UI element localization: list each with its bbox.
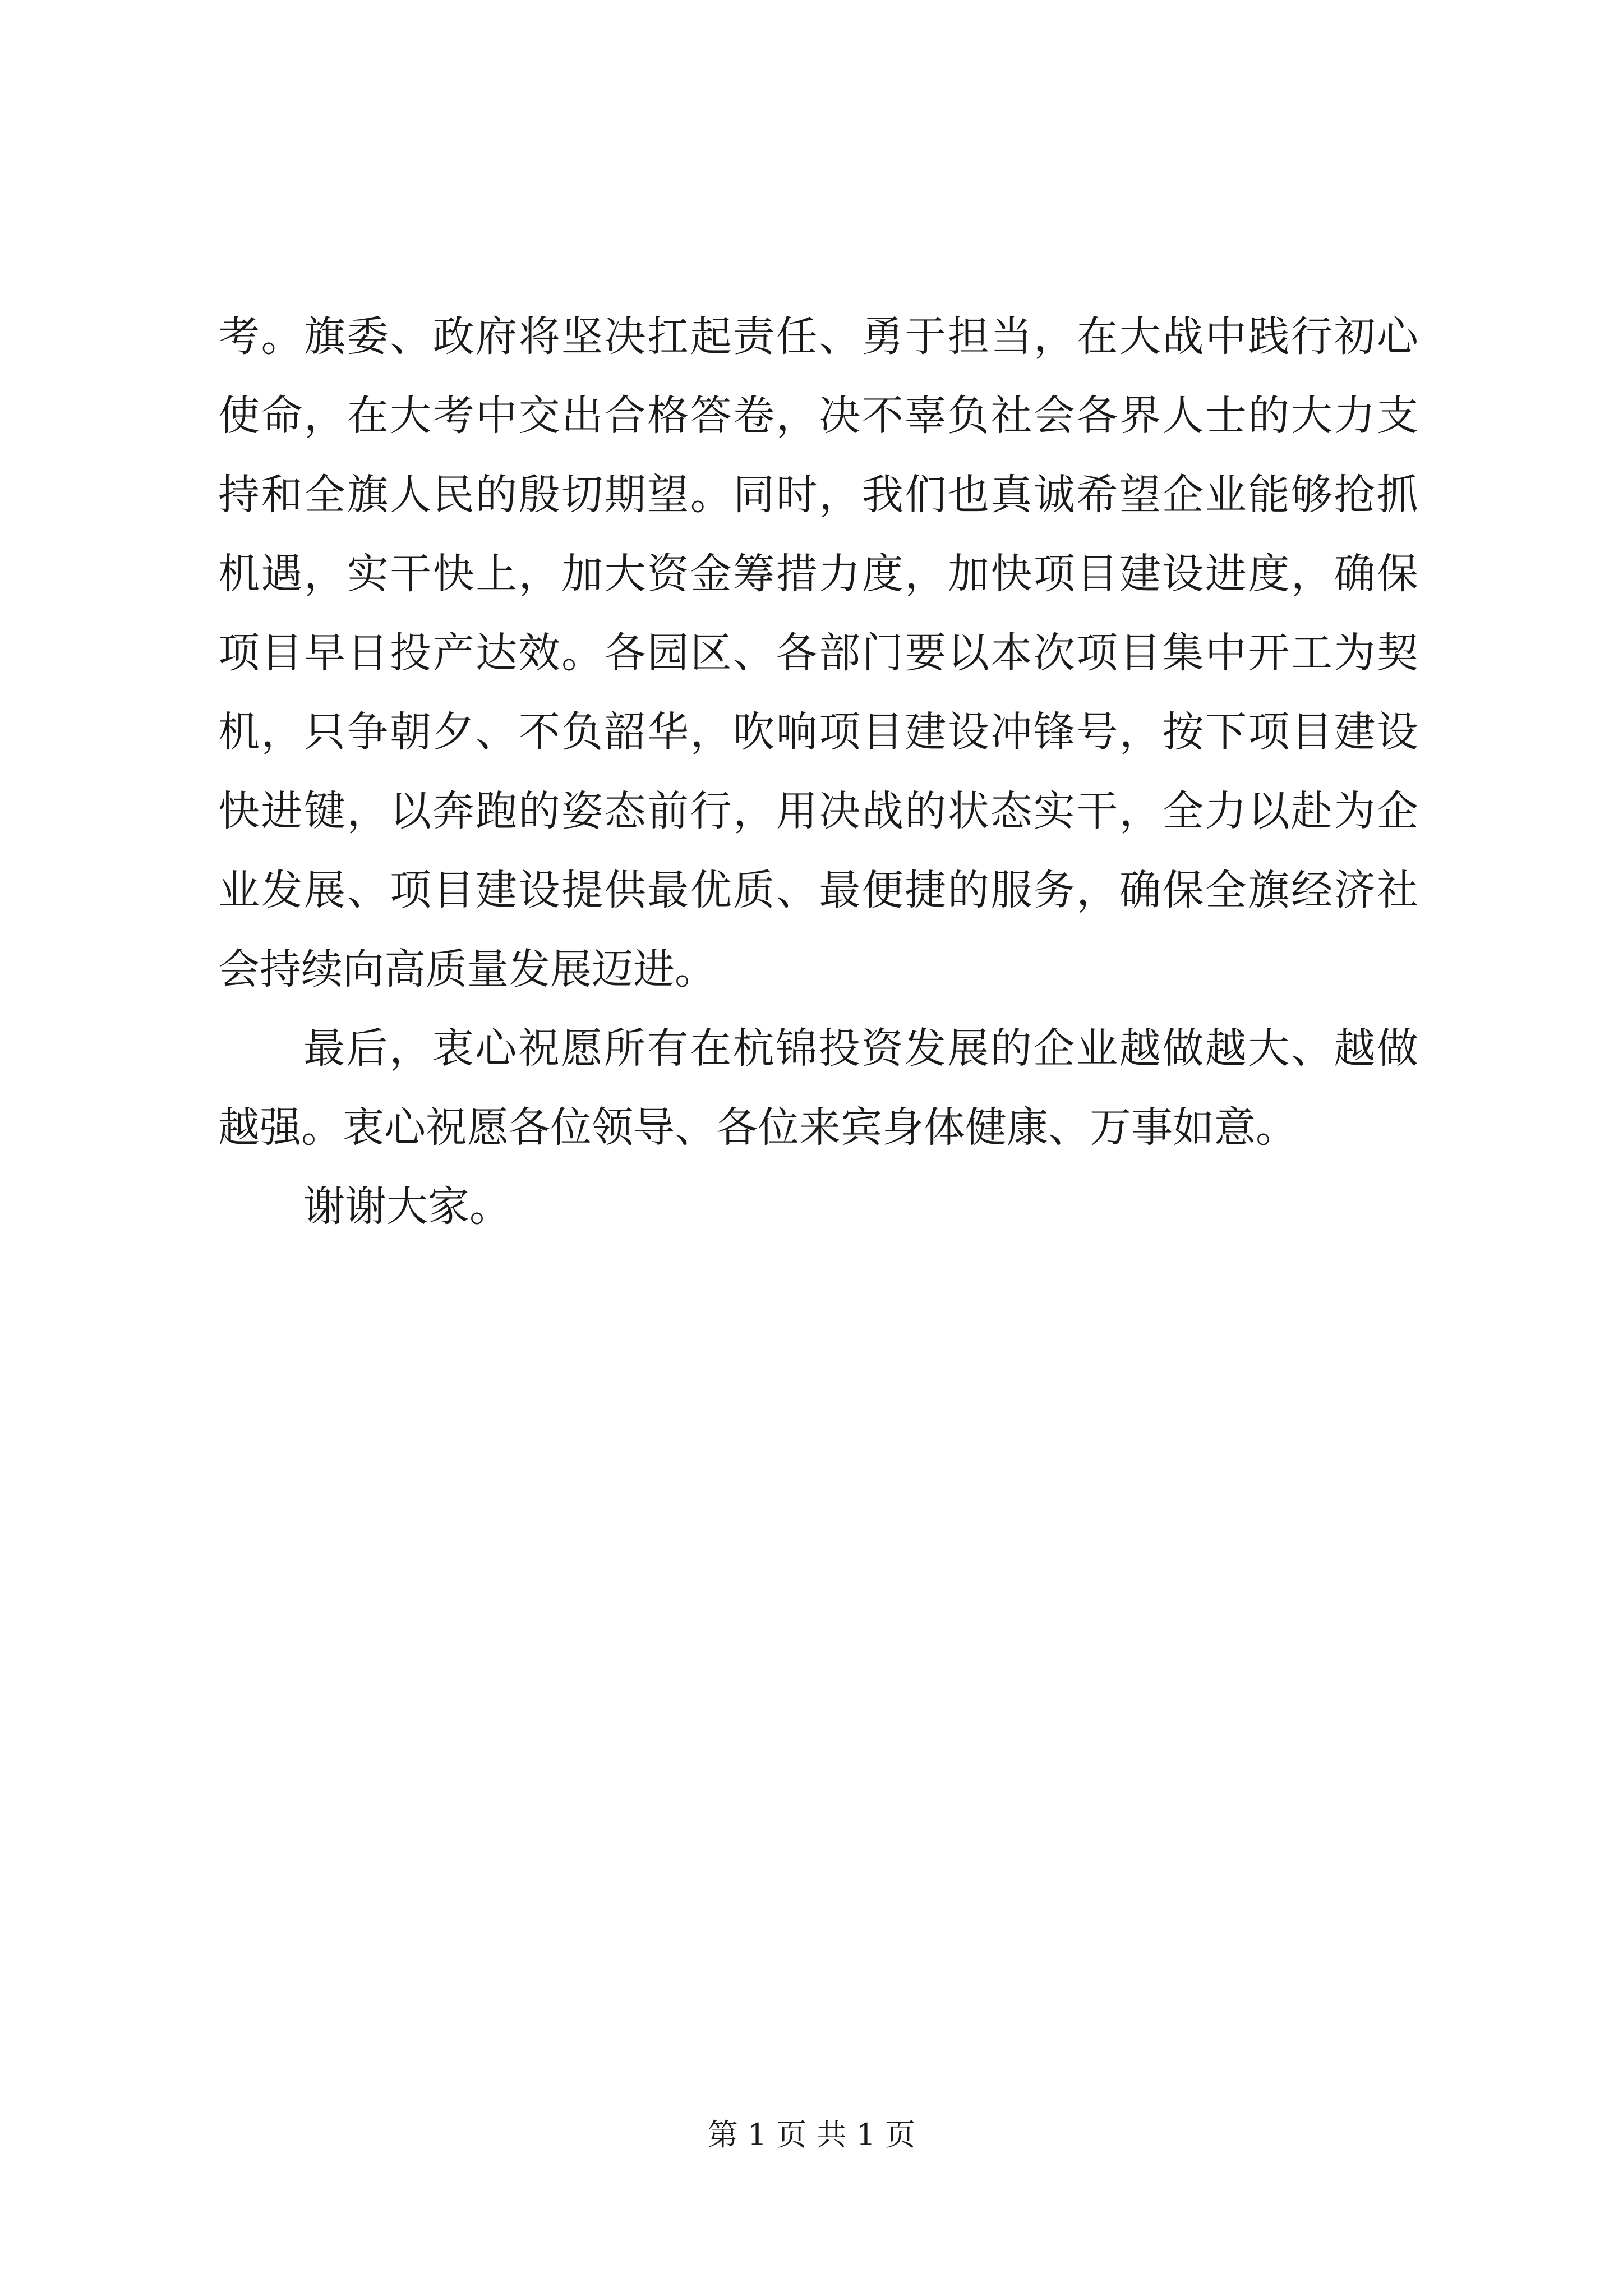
text-line: 会持续向高质量发展迈进。 xyxy=(218,945,716,993)
page-number-footer: 第 1 页 共 1 页 xyxy=(707,2117,916,2152)
text-line: 快进键，以奔跑的姿态前行，用决战的状态实干，全力以赴为企 xyxy=(218,787,1418,835)
text-line: 业发展、项目建设提供最优质、最便捷的服务，确保全旗经济社 xyxy=(218,866,1418,914)
text-line: 机，只争朝夕、不负韶华，吹响项目建设冲锋号，按下项目建设 xyxy=(218,708,1418,756)
text-line: 越强。衷心祝愿各位领导、各位来宾身体健康、万事如意。 xyxy=(218,1103,1297,1152)
text-line: 持和全旗人民的殷切期望。同时，我们也真诚希望企业能够抢抓 xyxy=(218,471,1418,519)
text-line: 最后，衷心祝愿所有在杭锦投资发展的企业越做越大、越做 xyxy=(303,1024,1418,1073)
text-line: 考。旗委、政府将坚决扛起责任、勇于担当，在大战中践行初心 xyxy=(218,312,1418,361)
text-line: 使命，在大考中交出合格答卷，决不辜负社会各界人士的大力支 xyxy=(218,392,1418,440)
text-line: 机遇，实干快上，加大资金筹措力度，加快项目建设进度，确保 xyxy=(218,550,1418,598)
text-line: 项目早日投产达效。各园区、各部门要以本次项目集中开工为契 xyxy=(218,629,1418,677)
text-line: 谢谢大家。 xyxy=(303,1182,511,1231)
